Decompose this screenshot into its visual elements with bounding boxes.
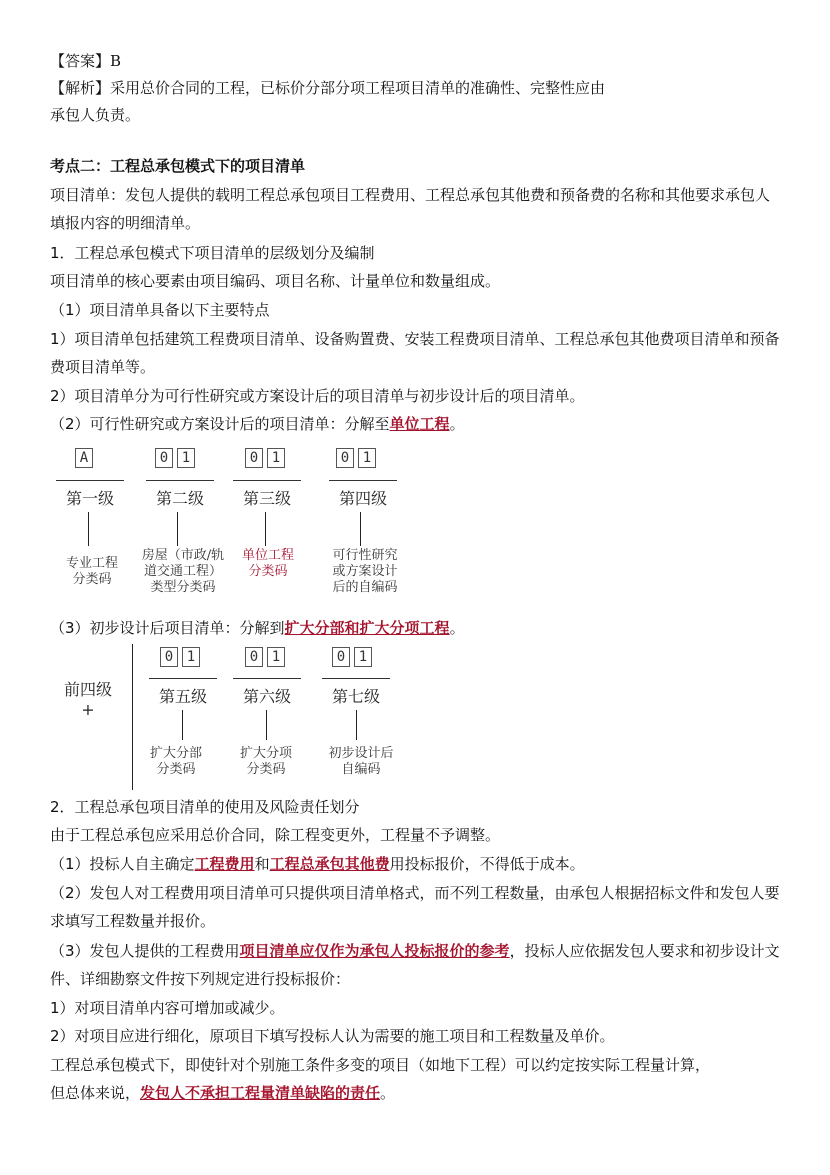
rule-2: （2）发包人对工程费用项目清单可只提供项目清单格式，而不列工程数量，由承包人根据招标文件和发包人要求填写工程数量并报价。 xyxy=(50,884,780,930)
point-2-highlight: 单位工程 xyxy=(389,415,450,433)
level-7-code xyxy=(332,647,372,667)
level-1-code xyxy=(75,448,93,468)
level-3-desc: 单位工程 分类码 xyxy=(241,548,294,579)
conclusion-highlight: 发包人不承担工程量清单缺陷的责任 xyxy=(140,1084,381,1102)
connector-line xyxy=(356,710,357,740)
rule-1-suffix: 用投标报价，不得低于成本。 xyxy=(389,855,585,873)
level-6-code xyxy=(245,647,285,667)
code-digit: 0 xyxy=(245,448,263,468)
rule-1-highlight-1: 工程费用 xyxy=(194,855,255,873)
connector-line xyxy=(88,512,89,546)
bracket-line xyxy=(132,644,133,790)
rule-1-line xyxy=(50,851,780,877)
code-digit: 1 xyxy=(177,448,195,468)
rule-1-highlight-2: 工程总承包其他费 xyxy=(269,855,390,873)
level-5-label: 第五级 xyxy=(143,684,223,707)
code-digit: A xyxy=(75,448,93,468)
answer-line xyxy=(50,48,780,74)
analysis-line-2: 承包人负责。 xyxy=(50,106,141,124)
rule-3-highlight: 项目清单应仅作为承包人投标报价的参考 xyxy=(239,942,510,960)
level-5-code xyxy=(160,647,200,667)
code-digit: 0 xyxy=(155,448,173,468)
answer-value: B xyxy=(110,52,122,70)
feature-1: 1）项目清单包括建筑工程费项目清单、设备购置费、安装工程费项目清单、工程总承包其他费项目清单和预备费项目清单等。 xyxy=(50,330,780,376)
level-7-label: 第七级 xyxy=(316,684,396,707)
rule-3-item-2: 2）对项目应进行细化，原项目下填写投标人认为需要的施工项目和工程数量及单价。 xyxy=(50,1027,615,1045)
point-2-prefix: （2）可行性研究或方案设计后的项目清单：分解至 xyxy=(50,415,390,433)
rule-3-suffix: ，投标人应依据发包人要求和初步设计文件、详细勘察文件按下列规定进行投标报价： xyxy=(50,942,780,988)
level-4-code xyxy=(336,448,376,468)
point-2-line xyxy=(50,411,780,437)
level-4-label: 第四级 xyxy=(323,486,403,509)
level-5-desc: 扩大分部 分类码 xyxy=(149,746,202,777)
point-2-suffix: 。 xyxy=(449,415,465,433)
level-1-desc: 专业工程 分类码 xyxy=(65,556,118,587)
connector-line xyxy=(360,512,361,546)
level-2-code xyxy=(155,448,195,468)
level-7-desc: 初步设计后 自编码 xyxy=(328,746,394,777)
point-3-line xyxy=(50,615,780,641)
level-3-label: 第三级 xyxy=(227,486,307,509)
code-digit: 0 xyxy=(160,647,178,667)
analysis-label: 【解析】 xyxy=(50,79,111,97)
features-title: （1）项目清单具备以下主要特点 xyxy=(50,301,270,319)
level-2-label: 第二级 xyxy=(140,486,220,509)
code-digit: 1 xyxy=(354,647,372,667)
rule-1-prefix: （1）投标人自主确定 xyxy=(50,855,195,873)
analysis-text: 采用总价合同的工程，已标价分部分项工程项目清单的准确性、完整性应由 xyxy=(110,79,606,97)
definition-paragraph: 项目清单：发包人提供的载明工程总承包项目工程费用、工程总承包其他费和预备费的名称和其他要求承包人填报内容的明细清单。 xyxy=(50,186,771,232)
conclusion-prefix: 但总体来说， xyxy=(50,1084,141,1102)
code-digit: 0 xyxy=(336,448,354,468)
analysis-line-1 xyxy=(50,75,780,101)
code-digit: 1 xyxy=(358,448,376,468)
conclusion-line-2 xyxy=(50,1080,780,1106)
level-2-desc: 房屋（市政/轨 道交通工程） 类型分类码 xyxy=(141,548,225,595)
level-1-label: 第一级 xyxy=(50,486,130,509)
code-digit: 0 xyxy=(245,647,263,667)
level-3-code xyxy=(245,448,285,468)
prefix-levels: 前四级 + xyxy=(63,680,112,719)
rule-3 xyxy=(50,937,780,993)
connector-line xyxy=(266,710,267,740)
section-title: 考点二：工程总承包模式下的项目清单 xyxy=(50,157,306,175)
point-3-prefix: （3）初步设计后项目清单：分解到 xyxy=(50,619,285,637)
code-digit: 1 xyxy=(267,647,285,667)
level-4-desc: 可行性研究 或方案设计 后的自编码 xyxy=(332,548,398,595)
connector-line xyxy=(177,512,178,546)
code-digit: 0 xyxy=(332,647,350,667)
code-digit: 1 xyxy=(267,448,285,468)
conclusion-line-1: 工程总承包模式下，即使针对个别施工条件多变的项目（如地下工程）可以约定按实际工程量计算， xyxy=(50,1056,711,1074)
level-6-label: 第六级 xyxy=(227,684,307,707)
connector-line xyxy=(182,710,183,740)
code-digit: 1 xyxy=(182,647,200,667)
core-elements-text: 项目清单的核心要素由项目编码、项目名称、计量单位和数量组成。 xyxy=(50,272,501,290)
subsection-2-title: 2．工程总承包项目清单的使用及风险责任划分 xyxy=(50,798,360,816)
rule-3-item-1: 1）对项目清单内容可增加或减少。 xyxy=(50,999,285,1017)
point-3-highlight: 扩大分部和扩大分项工程 xyxy=(284,619,450,637)
conclusion-suffix: 。 xyxy=(380,1084,396,1102)
rule-3-prefix: （3）发包人提供的工程费用 xyxy=(50,942,240,960)
subsection-1-title: 1．工程总承包模式下项目清单的层级划分及编制 xyxy=(50,244,375,262)
point-3-suffix: 。 xyxy=(449,619,465,637)
connector-line xyxy=(265,512,266,546)
answer-label: 【答案】 xyxy=(50,52,111,70)
feature-2: 2）项目清单分为可行性研究或方案设计后的项目清单与初步设计后的项目清单。 xyxy=(50,387,585,405)
rule-1-mid: 和 xyxy=(254,855,270,873)
level-6-desc: 扩大分项 分类码 xyxy=(239,746,292,777)
total-price-text: 由于工程总承包应采用总价合同，除工程变更外，工程量不予调整。 xyxy=(50,826,501,844)
